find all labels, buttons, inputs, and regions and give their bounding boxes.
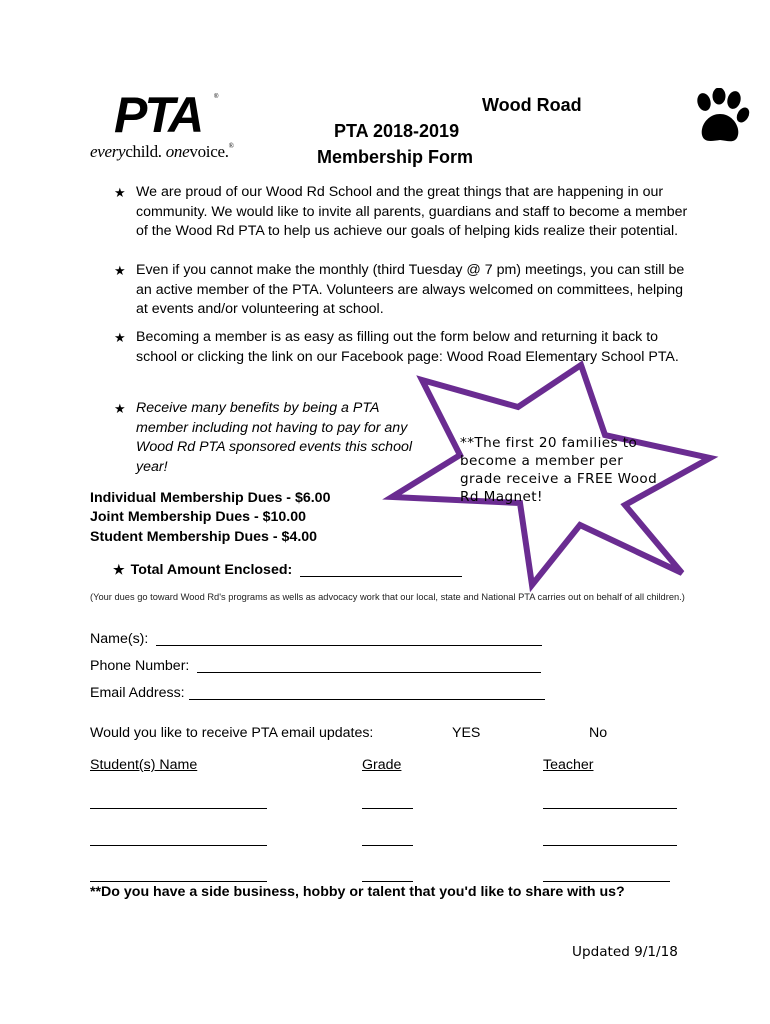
pta-tagline <box>90 142 234 162</box>
total-amount <box>113 560 462 581</box>
star-callout-text: **The first 20 families to become a member per grade receive a FREE Wood Rd Magnet! <box>460 435 658 505</box>
dues-student: Student Membership Dues - $4.00 <box>90 529 318 545</box>
side-business-question: **Do you have a side business, hobby or talent that you'd like to share with us? <box>90 884 625 900</box>
header-grade: Grade <box>362 757 402 773</box>
teacher-field-1[interactable] <box>543 808 677 809</box>
intro-bullet-2-text: Even if you cannot make the monthly (third Tuesday @ 7 pm) meetings, you can still be an active member of the PTA. Volunteers are always welcomed on committees, helping at events and/or volunteering at school. <box>136 262 685 317</box>
title-school: Wood Road <box>482 95 582 115</box>
grade-field-1[interactable] <box>362 808 413 809</box>
tagline-one: one <box>165 142 190 161</box>
phone-row <box>90 658 541 674</box>
star-bullet-icon: ★ <box>114 185 126 200</box>
dues-joint: Joint Membership Dues - $10.00 <box>90 509 307 525</box>
star-bullet-icon: ★ <box>114 401 126 416</box>
grade-field-2[interactable] <box>362 845 413 846</box>
title-year: PTA 2018-2019 <box>334 121 460 141</box>
tagline-trademark: ® <box>228 142 234 150</box>
benefits-text: Receive many benefits by being a PTA member including not having to pay for any Wood Rd PTA sponsored events this school year! <box>136 400 413 475</box>
email-row <box>90 685 545 701</box>
phone-label: Phone Number: <box>90 658 190 674</box>
pta-logo <box>112 88 222 138</box>
student-name-field-2[interactable] <box>90 845 267 846</box>
phone-field[interactable] <box>197 658 541 673</box>
star-bullet-icon: ★ <box>113 562 125 577</box>
total-amount-label: Total Amount Enclosed: <box>130 562 293 578</box>
email-updates-no[interactable]: No <box>589 725 608 741</box>
teacher-field-2[interactable] <box>543 845 677 846</box>
names-field[interactable] <box>156 631 542 646</box>
email-updates-yes[interactable]: YES <box>452 725 481 741</box>
paw-print-icon <box>690 88 750 150</box>
tagline-voice: voice. <box>189 142 229 161</box>
title-form: Membership Form <box>317 147 474 167</box>
email-updates-question: Would you like to receive PTA email updates: <box>90 725 374 741</box>
fine-print: (Your dues go toward Wood Rd's programs as wells as advocacy work that our local, state and National PTA carries out on behalf of all children.) <box>90 592 685 602</box>
email-label: Email Address: <box>90 685 185 701</box>
intro-bullet-1-text: We are proud of our Wood Rd School and the great things that are happening in our community. We would like to invite all parents, guardians and staff to become a member of the Wood Rd PTA to help us achieve our goals of helping kids realize their potential. <box>136 184 688 239</box>
benefits-bullet <box>114 399 416 477</box>
pta-logo-wordmark: PTA <box>114 88 202 138</box>
student-name-field-1[interactable] <box>90 808 267 809</box>
names-label: Name(s): <box>90 631 149 647</box>
intro-bullet-2 <box>114 261 696 320</box>
names-row <box>90 631 542 647</box>
intro-bullet-1 <box>114 183 696 242</box>
tagline-every: every <box>90 142 126 161</box>
total-amount-field[interactable] <box>300 562 462 577</box>
grade-field-3[interactable] <box>362 881 413 882</box>
dues-individual: Individual Membership Dues - $6.00 <box>90 490 331 506</box>
tagline-child: child. <box>125 142 162 161</box>
email-field[interactable] <box>189 685 545 700</box>
intro-bullet-3-text: Becoming a member is as easy as filling out the form below and returning it back to school or clicking the link on our Facebook page: Wood Road Elementary School PTA. <box>136 329 679 365</box>
updated-date: Updated 9/1/18 <box>572 944 678 960</box>
star-bullet-icon: ★ <box>114 263 126 278</box>
header-teacher: Teacher <box>543 757 594 773</box>
teacher-field-3[interactable] <box>543 881 670 882</box>
pta-logo-trademark: ® <box>214 94 219 100</box>
star-bullet-icon: ★ <box>114 330 126 345</box>
student-name-field-3[interactable] <box>90 881 267 882</box>
header-student-name: Student(s) Name <box>90 757 198 773</box>
